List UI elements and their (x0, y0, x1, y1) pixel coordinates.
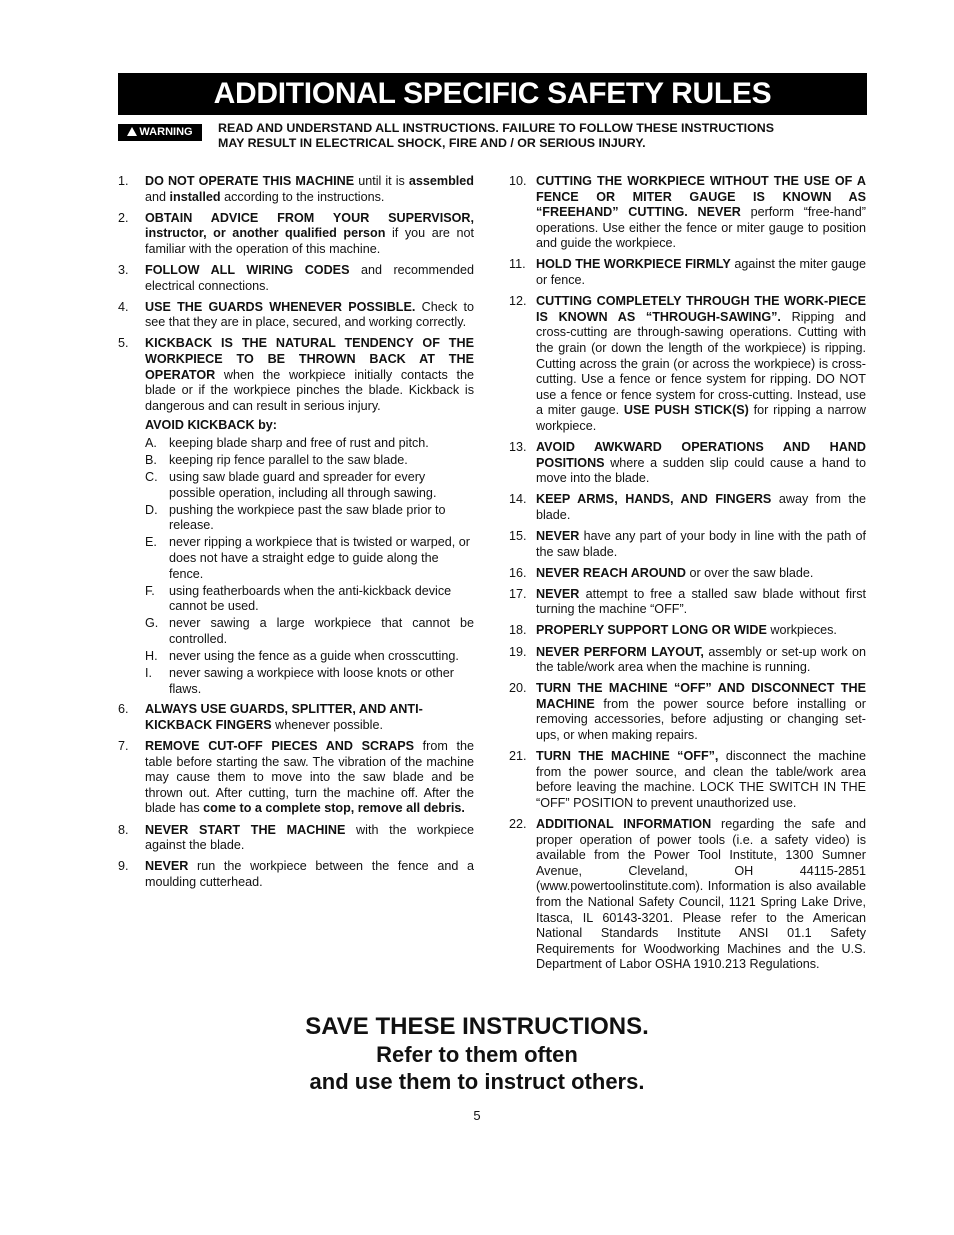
left-column (118, 174, 474, 896)
rule-text: disconnect the machine from the power source, and clean the table/work area before leaving the machine. LOCK THE SWITCH IN THE “OFF” POSITION to prevent unauthorized use. (536, 749, 866, 810)
rule-item (509, 529, 866, 560)
rule-bold: installed (169, 189, 221, 204)
sub-item (118, 666, 474, 697)
sub-letter: E. (145, 535, 157, 550)
sub-item (118, 616, 474, 647)
rule-bold: REMOVE CUT-OFF PIECES AND SCRAPS (145, 739, 415, 754)
warning-badge-label: WARNING (139, 126, 193, 138)
warning-text (218, 121, 858, 151)
rule-item (118, 739, 474, 817)
rule-item (118, 174, 474, 205)
rule-number: 1. (118, 174, 129, 188)
rule-number: 6. (118, 702, 129, 717)
rule-bold: CUTTING COMPLETELY THROUGH THE WORK-PIECE IS KNOWN AS “THROUGH-SAWING”. (536, 294, 866, 324)
rule-number: 16. (509, 565, 527, 580)
sub-item (118, 453, 474, 469)
sub-item (118, 584, 474, 615)
rule-text: from the power source before installing or removing accessories, before adjusting or changing set-ups, or when making repairs. (536, 696, 866, 742)
sub-text: never sawing a large workpiece that cannot be controlled. (169, 616, 474, 647)
rule-bold: NEVER (536, 528, 580, 543)
rule-number: 12. (509, 294, 527, 309)
page-number: 5 (473, 1108, 481, 1123)
rule-text: from the table before starting the saw. The vibration of the machine may cause them to move into the saw blade and be thrown out. After cutting, turn the machine off. After the blade has (145, 739, 474, 816)
right-column (509, 174, 866, 978)
sub-letter: A. (145, 435, 157, 450)
rule-bold: TURN THE MACHINE “OFF” AND DISCONNECT THE MACHINE (536, 681, 866, 711)
sub-text: using saw blade guard and spreader for every possible operation, including all through sawing. (169, 470, 437, 500)
sub-text: never sawing a workpiece with loose knots or other flaws. (169, 666, 454, 696)
rule-bold: USE THE GUARDS WHENEVER POSSIBLE. (145, 299, 416, 314)
title-banner (118, 73, 867, 115)
sub-text: pushing the workpiece past the saw blade prior to release. (169, 502, 446, 533)
rule-number: 10. (509, 174, 527, 188)
rule-item (118, 823, 474, 854)
rule-text: for ripping a narrow workpiece. (536, 403, 866, 433)
rule-item (509, 492, 866, 523)
sub-item (118, 470, 474, 501)
footer-line2: Refer to them often (376, 1042, 578, 1067)
rule-number: 3. (118, 262, 129, 277)
avoid-kickback-heading: AVOID KICKBACK by: (145, 418, 278, 433)
rule-bold: NEVER (145, 859, 189, 874)
rule-text: attempt to free a stalled saw blade without first turning the machine “OFF”. (536, 586, 866, 617)
rule-item (509, 749, 866, 811)
rule-number: 17. (509, 586, 527, 601)
sub-item (118, 503, 474, 534)
rule-bold: DO NOT OPERATE THIS MACHINE (145, 174, 355, 188)
warning-text-line2: MAY RESULT IN ELECTRICAL SHOCK, FIRE AND / OR SERIOUS INJURY. (218, 136, 646, 150)
rule-text: perform “free-hand” operations. Use either the fence or miter gauge to position and guide the workpiece. (536, 205, 866, 251)
rule-item (509, 566, 866, 582)
rule-number: 5. (118, 336, 129, 351)
rule-bold: HOLD THE WORKPIECE FIRMLY (536, 257, 731, 272)
rule-text: away from the blade. (536, 492, 867, 522)
warning-triangle-icon (127, 127, 137, 136)
rule-text: and recommended electrical connections. (145, 262, 474, 293)
rule-text: until it is (354, 174, 409, 188)
rule-bold: AVOID AWKWARD OPERATIONS AND HAND POSITIONS (536, 440, 866, 470)
sub-text: keeping rip fence parallel to the saw blade. (169, 453, 408, 467)
rule-bold: KICKBACK IS THE NATURAL TENDENCY OF THE WORKPIECE TO BE THROWN BACK AT THE OPERATOR (145, 336, 474, 382)
rule-bold: PROPERLY SUPPORT LONG OR WIDE (536, 623, 767, 638)
sub-item (118, 535, 474, 582)
rule-bold: ALWAYS USE GUARDS, SPLITTER, AND ANTI-KICKBACK FINGERS (145, 702, 423, 732)
rule-bold: FOLLOW ALL WIRING CODES (145, 262, 350, 277)
rule-bold: CUTTING THE WORKPIECE WITHOUT THE USE OF A FENCE OR MITER GAUGE IS KNOWN AS “FREEHAND” CUTTING. NEVER (536, 174, 866, 220)
footer-line1: SAVE THESE INSTRUCTIONS. (305, 1013, 649, 1040)
page-title: ADDITIONAL SPECIFIC SAFETY RULES (213, 77, 772, 110)
sub-text: using featherboards when the anti-kickback device cannot be used. (169, 583, 452, 614)
sub-letter: H. (145, 649, 158, 664)
rule-item (509, 174, 866, 252)
rule-number: 20. (509, 681, 527, 696)
rule-text: assembly or set-up work on the table/work area when the machine is running. (536, 644, 867, 675)
sub-text: keeping blade sharp and free of rust and pitch. (169, 435, 429, 450)
rule-number: 2. (118, 210, 129, 225)
warning-text-line1: READ AND UNDERSTAND ALL INSTRUCTIONS. FAILURE TO FOLLOW THESE INSTRUCTIONS (218, 121, 774, 135)
rule-number: 4. (118, 299, 129, 314)
rule-number: 19. (509, 644, 527, 659)
rule-item (509, 623, 866, 639)
sub-text: never using the fence as a guide when crosscutting. (169, 649, 459, 664)
warning-badge (118, 124, 202, 141)
rule-text: run the workpiece between the fence and a moulding cutterhead. (145, 859, 474, 889)
footer-line3: and use them to instruct others. (309, 1069, 645, 1094)
rule-bold: assembled (408, 174, 474, 188)
rule-text: Check to see that they are in place, secured, and working correctly. (145, 299, 474, 330)
rule-bold: NEVER START THE MACHINE (145, 822, 346, 837)
rule-number: 22. (509, 816, 527, 831)
rule-number: 11. (509, 257, 526, 272)
sub-letter: G. (145, 616, 159, 631)
rule-bold: come to a complete stop, remove all debris. (203, 801, 465, 816)
rule-item (509, 817, 866, 973)
sub-text: never ripping a workpiece that is twisted or warped, or does not have a straight edge to guide along the fence. (169, 535, 470, 581)
rule-item (509, 681, 866, 743)
rule-number: 7. (118, 739, 129, 754)
rule-text: workpieces. (766, 623, 837, 638)
sub-item (118, 436, 474, 452)
rule-bold: TURN THE MACHINE “OFF”, (536, 749, 719, 764)
rule-text: according to the instructions. (220, 189, 385, 204)
sub-letter: D. (145, 502, 158, 517)
save-instructions-footer (0, 1012, 954, 1095)
rule-item (509, 440, 866, 487)
rule-item (509, 587, 866, 618)
rule-bold: KEEP ARMS, HANDS, AND FINGERS (536, 492, 772, 507)
rule-number: 15. (509, 528, 527, 543)
sub-item (118, 649, 474, 665)
rule-text: and (145, 189, 170, 204)
rule-item (509, 645, 866, 676)
rule-bold: USE PUSH STICK(S) (623, 403, 749, 418)
rule-item (118, 263, 474, 294)
sub-letter: F. (145, 583, 155, 598)
rule-text: or over the saw blade. (685, 565, 814, 580)
rule-bold: NEVER REACH AROUND (536, 565, 686, 580)
rule-number: 13. (509, 440, 527, 454)
rule-text: with the workpiece against the blade. (145, 822, 474, 853)
rule-item (509, 257, 866, 288)
sub-letter: C. (145, 470, 158, 485)
rule-number: 18. (509, 623, 527, 638)
rule-text: regarding the safe and proper operation of power tools (i.e. a safety video) is available from the Power Tool Institute, 1300 Sumner Avenue, Cleveland, OH 44115-2851 (www.powertoolinstitute.com). Information is also available from the National Safety Council, 1121 Spring Lake Drive, Itasca, IL 60143-3201. Please refer to the American National Standards Institute ANSI 01.1 Safety Requirements for Woodworking Machines and the U.S. Department of Labor OSHA 1910.213 Regulations. (536, 816, 867, 972)
rule-text: where a sudden slip could cause a hand to move into the blade. (536, 455, 866, 486)
rule-item (118, 300, 474, 331)
rule-text: when the workpiece initially contacts the blade or if the workpiece pinches the blade. Kickback is dangerous and can result in serious injury. (145, 367, 474, 413)
rule-number: 8. (118, 822, 129, 837)
rule-item (118, 211, 474, 258)
rule-item (118, 702, 474, 733)
rule-text: Ripping and cross-cutting are through-sawing operations. Cutting with the grain (or down the length of the workpiece) is ripping. Cutting across the grain (or across the workpiece) is cross-cutting. Use a fence or fence system for ripping. DO NOT use a fence or fence system for cross-cutting. Instead, use a miter gauge. (536, 309, 866, 418)
rule-text: against the miter gauge or fence. (536, 257, 866, 288)
rule-bold: NEVER PERFORM LAYOUT, (536, 644, 704, 659)
rule-bold: NEVER (536, 586, 580, 601)
rule-number: 21. (509, 749, 527, 764)
sub-letter: B. (145, 453, 157, 467)
rule-number: 9. (118, 859, 129, 874)
rule-bold: OBTAIN ADVICE FROM YOUR SUPERVISOR, instructor, or another qualified person (145, 210, 474, 241)
rule-item (509, 294, 866, 434)
rule-bold: ADDITIONAL INFORMATION (536, 816, 712, 831)
rule-item (118, 336, 474, 414)
rule-text: if you are not familiar with the operation of this machine. (145, 226, 474, 256)
rule-text: have any part of your body in line with the path of the saw blade. (536, 528, 866, 559)
rule-item (118, 859, 474, 890)
sub-letter: I. (145, 666, 152, 681)
rule-number: 14. (509, 492, 527, 507)
rule-text: whenever possible. (271, 718, 383, 732)
